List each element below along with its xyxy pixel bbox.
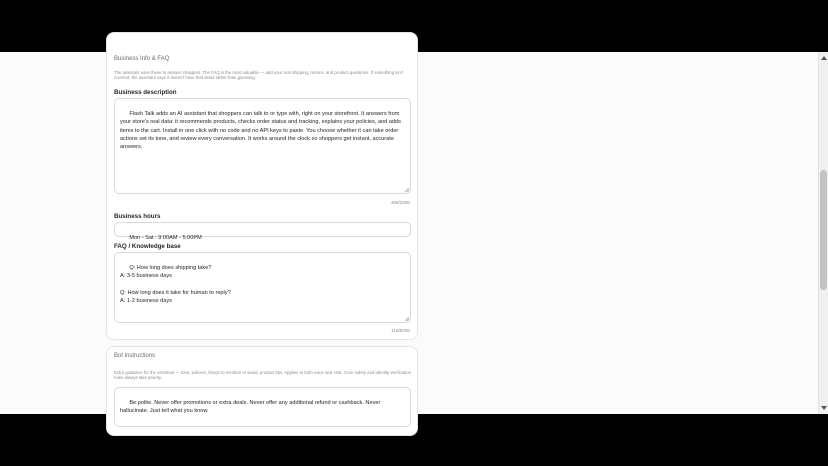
- business-hours-value: Mon - Sat : 9:00AM - 5:00PM: [129, 235, 202, 241]
- bot-instructions-card: [106, 346, 418, 436]
- business-description-label: Business description: [114, 89, 177, 96]
- scrollbar-thumb[interactable]: [820, 170, 827, 290]
- bot-instructions-helper-text: Extra guidance for the assistant — tone, policies, things to mention or avoid, product tips. Applies to both voice and chat. Core safety and identity-verification rules always take priority.: [114, 370, 412, 381]
- triangle-down-icon[interactable]: [820, 404, 828, 412]
- faq-textarea[interactable]: [114, 252, 411, 323]
- business-hours-label: Business hours: [114, 213, 161, 220]
- faq-label: FAQ / Knowledge base: [114, 243, 181, 250]
- page-viewport: [0, 52, 818, 414]
- triangle-up-icon[interactable]: [820, 54, 828, 62]
- business-description-textarea[interactable]: [114, 98, 411, 194]
- section-title-bot-instructions: Bot instructions: [114, 353, 156, 359]
- vertical-scrollbar[interactable]: [818, 52, 828, 414]
- bot-instructions-textarea[interactable]: [114, 387, 411, 427]
- business-info-card: [106, 32, 418, 340]
- resize-grip-icon[interactable]: [404, 187, 409, 192]
- business-hours-input[interactable]: [114, 222, 411, 241]
- faq-counter: 119/8000: [391, 328, 410, 333]
- business-description-counter: 466/2000: [390, 200, 410, 205]
- faq-value: Q: How long does shipping take? A: 3-5 business days Q: How long does it take for human to reply? A: 1-2 business days: [120, 265, 231, 305]
- resize-grip-icon[interactable]: [404, 316, 409, 321]
- business-info-helper-text: The assistant uses these to answer shoppers. The FAQ is the most valuable — add your real shipping, returns, and product questions. If something isn't covered, the assistant says it doesn't have that detail rather than guessing.: [114, 70, 403, 81]
- bot-instructions-value: Be polite. Never offer promotions or extra deals. Never offer any additional refund or cashback. Never hallucinate. Just tell what you know.: [120, 400, 382, 415]
- section-title-business-info: Business Info & FAQ: [114, 56, 170, 62]
- business-description-value: Flash Talk adds an AI assistant that shoppers can talk to or type with, right on your storefront. It answers from your store's real data: it recommends products, checks order status and tracking, explains your policies, and adds items to the cart. Install in one click with no code and no API keys to paste. You choose whether it can take order actions set its tone, and review every conversation. It works around the clock so shoppers get instant, accurate answers.: [120, 111, 403, 151]
